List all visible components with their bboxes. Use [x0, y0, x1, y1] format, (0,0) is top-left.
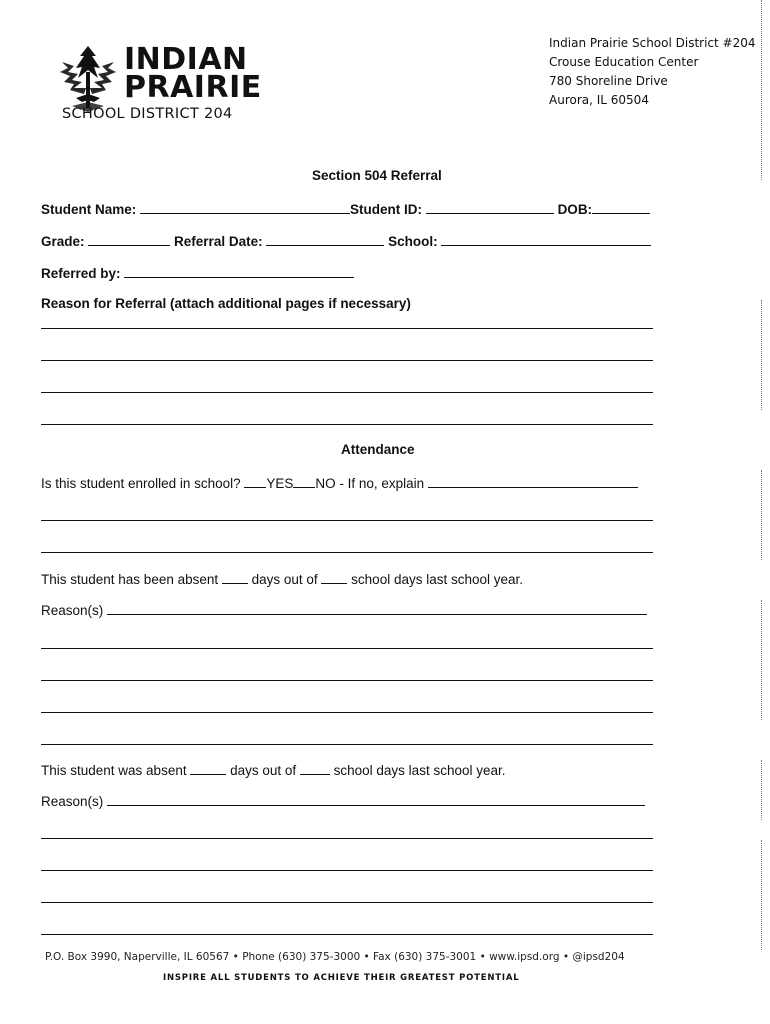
no-option: NO - If no, explain [315, 476, 425, 491]
reason-line[interactable] [41, 328, 653, 329]
absent-current-text: This student was absent [41, 763, 191, 778]
reasons-field[interactable] [107, 793, 645, 806]
logo-wordmark-line1: INDIAN [124, 42, 248, 77]
reason-for-referral-label: Reason for Referral (attach additional pages if necessary) [41, 296, 411, 311]
days-absent-field[interactable] [222, 571, 248, 584]
grade-label: Grade: [41, 234, 85, 249]
explain-field[interactable] [428, 475, 638, 488]
reasons-line[interactable] [41, 648, 653, 649]
no-blank[interactable] [293, 475, 315, 488]
logo-subtitle: SCHOOL DISTRICT 204 [62, 106, 233, 122]
dob-field[interactable] [592, 201, 650, 214]
reason-line[interactable] [41, 360, 653, 361]
address-line: Indian Prairie School District #204 [549, 36, 756, 50]
absent-current-text: school days last school year. [329, 763, 506, 778]
reasons-line[interactable] [41, 934, 653, 935]
referred-by-label: Referred by: [41, 266, 121, 281]
scan-edge-artifact [761, 0, 763, 180]
student-id-label: Student ID: [350, 202, 423, 217]
school-label: School: [388, 234, 438, 249]
absent-last-year-row [41, 571, 523, 587]
yes-option: YES [266, 476, 294, 491]
referral-date-label: Referral Date: [174, 234, 263, 249]
scan-edge-artifact [761, 760, 763, 820]
address-line: Crouse Education Center [549, 55, 699, 69]
footer-tagline: INSPIRE ALL STUDENTS TO ACHIEVE THEIR GREATEST POTENTIAL [163, 973, 520, 983]
form-title: Section 504 Referral [312, 168, 442, 183]
reason-row-1 [41, 602, 647, 618]
reason-line[interactable] [41, 392, 653, 393]
school-field[interactable] [441, 233, 651, 246]
grade-row [41, 233, 651, 249]
days-absent-current-field[interactable] [190, 762, 226, 775]
enrolled-question: Is this student enrolled in school? [41, 476, 245, 491]
district-logo-icon [56, 42, 120, 114]
reasons-line[interactable] [41, 744, 653, 745]
referred-by-row [41, 265, 354, 281]
student-name-field[interactable] [140, 201, 350, 214]
school-days-field[interactable] [321, 571, 347, 584]
reason-row-2 [41, 793, 645, 809]
reasons-line[interactable] [41, 870, 653, 871]
scan-edge-artifact [761, 840, 763, 950]
referred-by-field[interactable] [124, 265, 354, 278]
absent-current-text: days out of [226, 763, 300, 778]
reason-line[interactable] [41, 424, 653, 425]
reasons-field[interactable] [107, 602, 647, 615]
scan-edge-artifact [761, 600, 763, 720]
reasons-label: Reason(s) [41, 794, 104, 809]
student-info-row [41, 201, 650, 217]
footer-contact: P.O. Box 3990, Naperville, IL 60567 • Phone (630) 375-3000 • Fax (630) 375-3001 • www.ipsd.org • @ipsd204 [45, 951, 625, 963]
reasons-label: Reason(s) [41, 603, 104, 618]
address-line: 780 Shoreline Drive [549, 74, 668, 88]
scan-edge-artifact [761, 300, 763, 410]
absent-last-text: This student has been absent [41, 572, 222, 587]
address-line: Aurora, IL 60504 [549, 93, 649, 107]
student-id-field[interactable] [426, 201, 554, 214]
student-name-label: Student Name: [41, 202, 137, 217]
scan-edge-artifact [761, 470, 763, 560]
absent-last-text: school days last school year. [347, 572, 524, 587]
attendance-heading: Attendance [341, 442, 415, 457]
yes-blank[interactable] [244, 475, 266, 488]
referral-date-field[interactable] [266, 233, 384, 246]
explain-line[interactable] [41, 552, 653, 553]
dob-label: DOB: [557, 202, 593, 217]
explain-line[interactable] [41, 520, 653, 521]
reasons-line[interactable] [41, 902, 653, 903]
absent-last-text: days out of [247, 572, 322, 587]
school-days-current-field[interactable] [300, 762, 330, 775]
logo-wordmark-line2: PRAIRIE [124, 70, 262, 105]
reasons-line[interactable] [41, 712, 653, 713]
reasons-line[interactable] [41, 838, 653, 839]
district-address [549, 34, 756, 110]
enrolled-question-row [41, 475, 638, 491]
absent-current-row [41, 762, 505, 778]
reasons-line[interactable] [41, 680, 653, 681]
grade-field[interactable] [88, 233, 170, 246]
